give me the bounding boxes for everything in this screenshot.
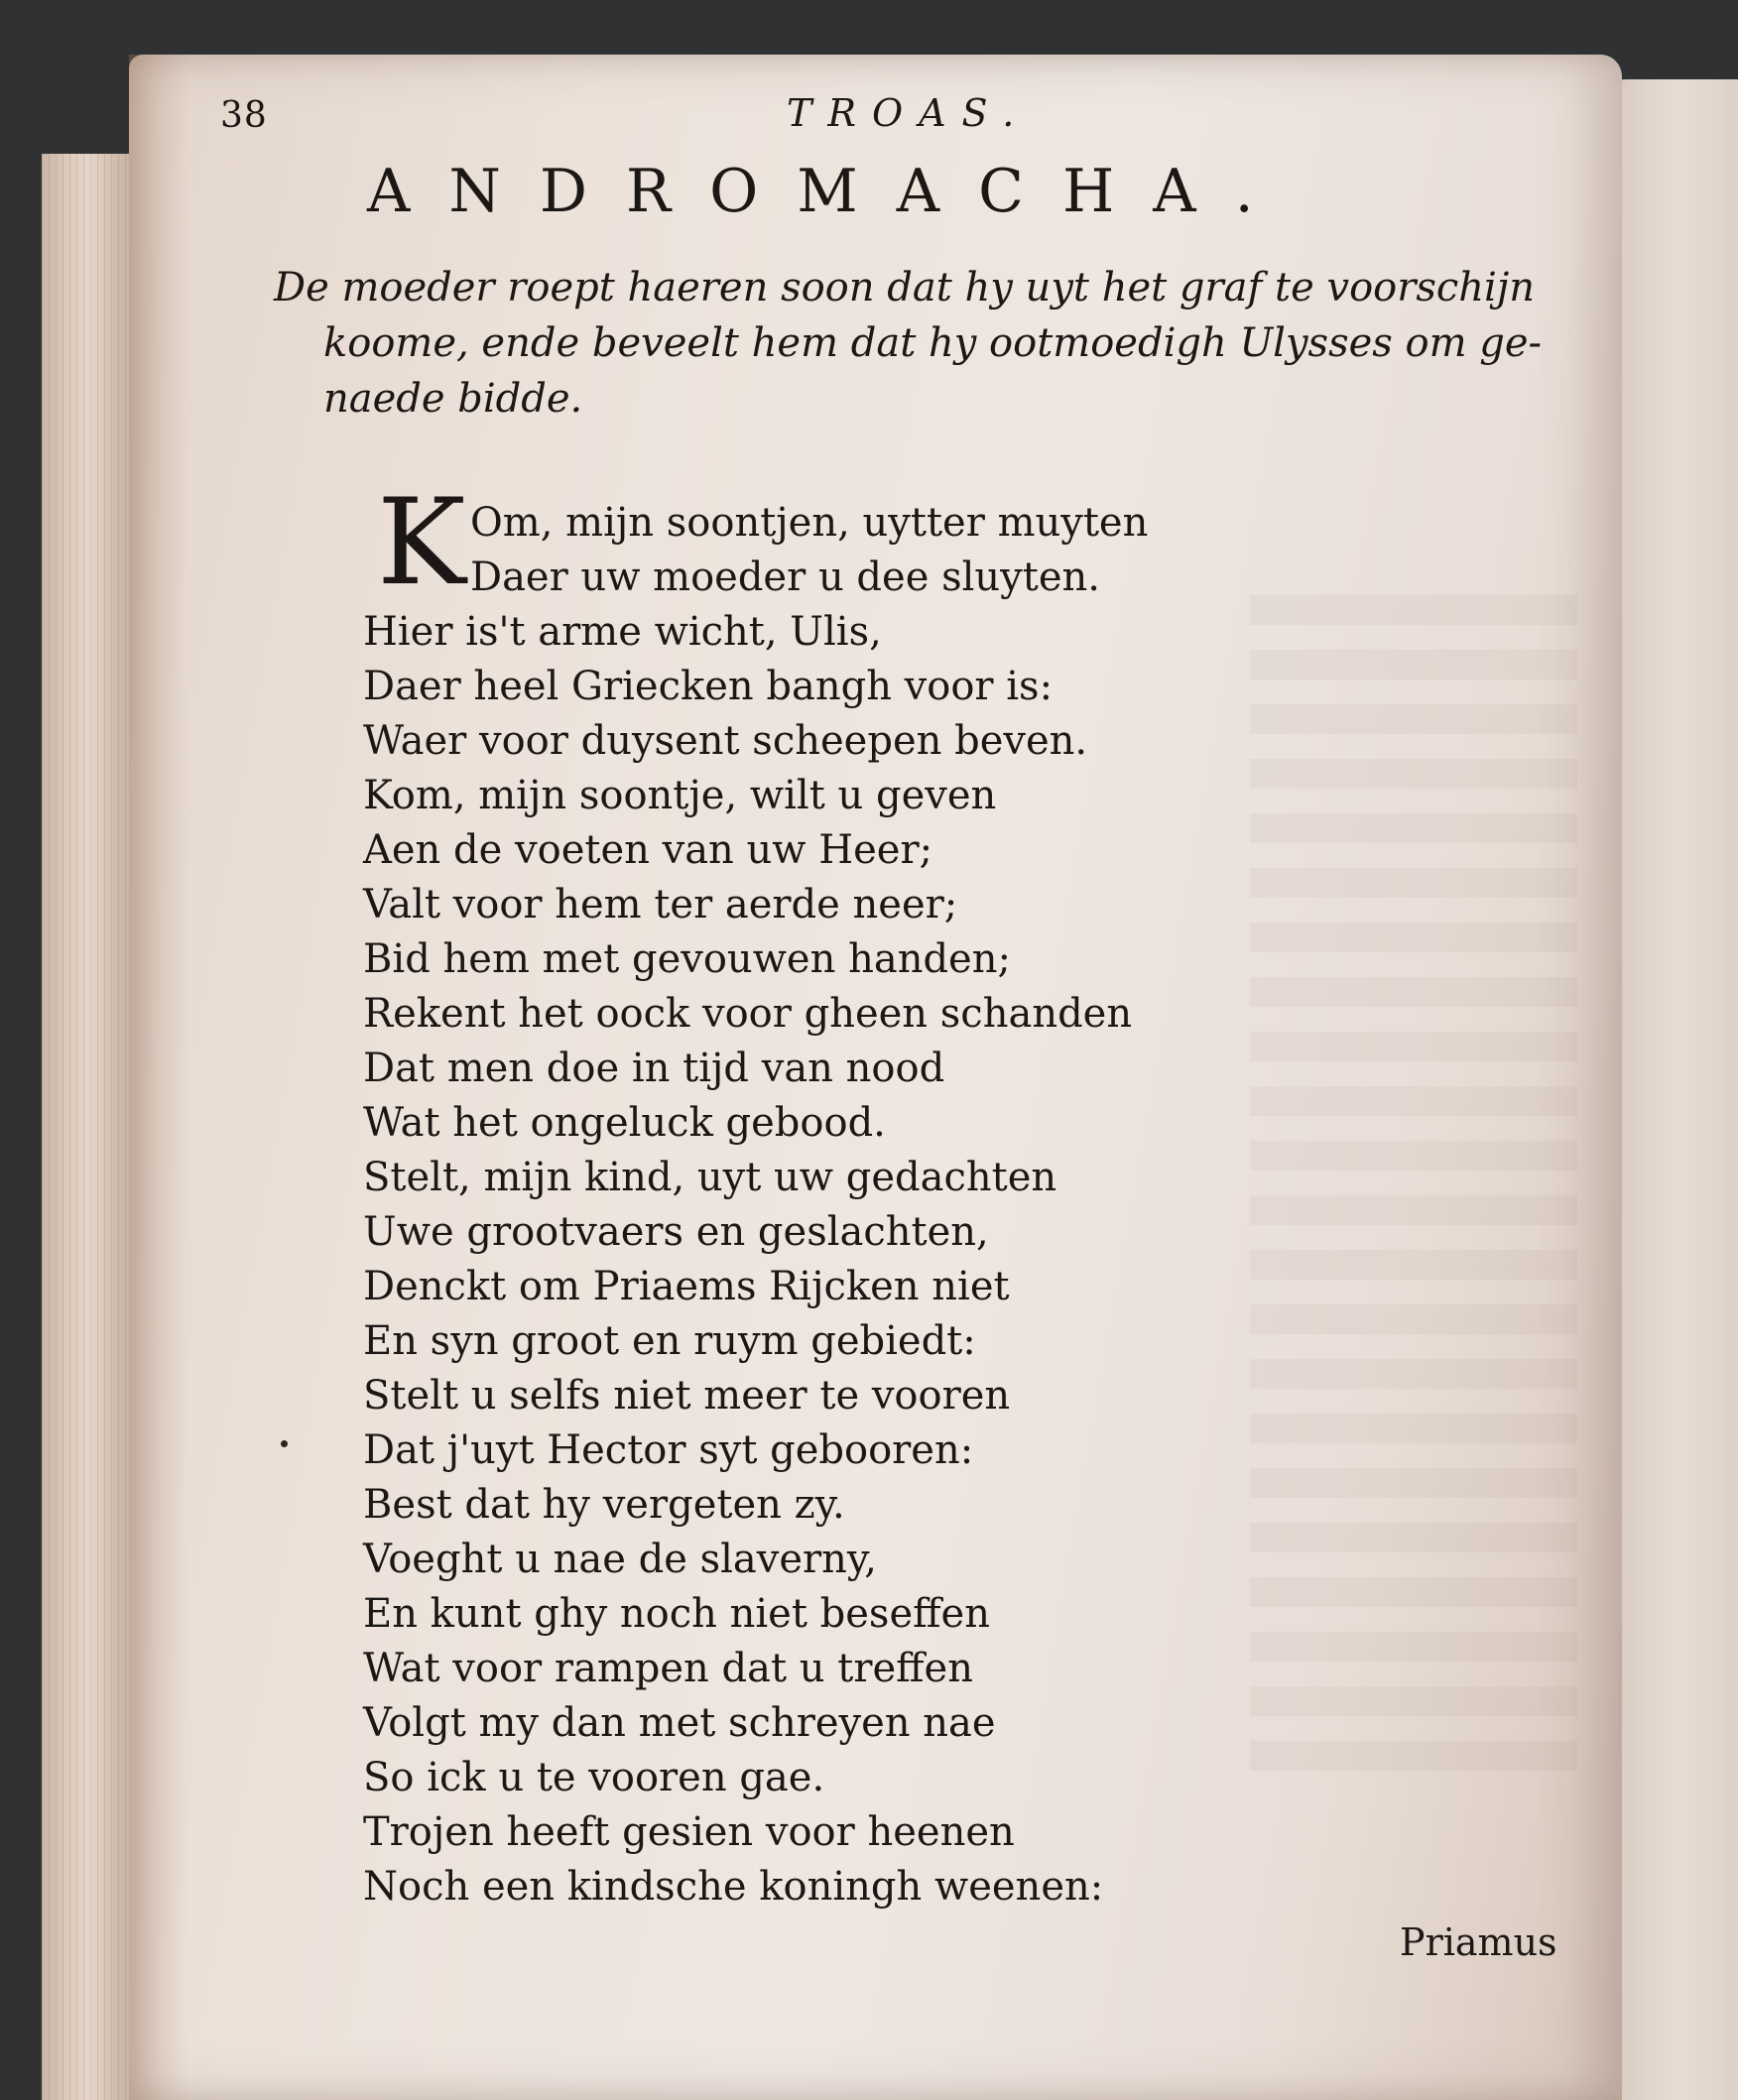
verse-line: Waer voor duysent scheepen beven. <box>363 718 1088 764</box>
verse-line: Kom, mijn soontje, wilt u geven <box>363 773 997 818</box>
verse-line: Stelt u selfs niet meer te vooren <box>363 1373 1011 1419</box>
verse-line: Uwe grootvaers en geslachten, <box>363 1209 989 1255</box>
verse-line: Wat voor rampen dat u treffen <box>363 1646 973 1691</box>
page-number: 38 <box>220 95 268 136</box>
page-edges <box>42 154 131 2100</box>
verse-line: Trojen heeft gesien voor heenen <box>363 1809 1015 1855</box>
verse-line: Volgt my dan met schreyen nae <box>363 1700 996 1746</box>
stage-direction-line: naede bidde. <box>323 376 583 422</box>
verse-block <box>363 496 1148 1915</box>
verse-line: Stelt, mijn kind, uyt uw gedachten <box>363 1155 1057 1200</box>
drop-cap: K <box>377 474 466 612</box>
page-stain <box>129 55 188 2100</box>
verse-line: En syn groot en ruym gebiedt: <box>363 1318 976 1364</box>
verse-line: So ick u te vooren gae. <box>363 1755 825 1800</box>
margin-mark <box>281 1440 288 1447</box>
verse-line: En kunt ghy noch niet beseffen <box>363 1591 990 1637</box>
verse-line: Best dat hy vergeten zy. <box>363 1482 845 1528</box>
verse-line: Rekent het oock voor gheen schanden <box>363 991 1133 1037</box>
show-through <box>1250 595 1577 1786</box>
verse-line: Voeght u nae de slaverny, <box>363 1537 877 1582</box>
verse-line: Noch een kindsche koningh weenen: <box>363 1864 1104 1910</box>
verse-line: Hier is't arme wicht, Ulis, <box>363 609 882 655</box>
verse-line: Denckt om Priaems Rijcken niet <box>363 1264 1010 1309</box>
verse-line: Valt voor hem ter aerde neer; <box>363 882 958 927</box>
verse-line: Daer uw moeder u dee sluyten. <box>470 555 1100 600</box>
verse-line: Aen de voeten van uw Heer; <box>363 827 933 873</box>
verse-line: Dat j'uyt Hector syt gebooren: <box>363 1427 974 1473</box>
verse-line: Dat men doe in tijd van nood <box>363 1046 945 1091</box>
scene-title: ANDROMACHA. <box>367 157 1293 226</box>
verse-line: Wat het ongeluck gebood. <box>363 1100 886 1146</box>
verse-line: Bid hem met gevouwen handen; <box>363 936 1011 982</box>
stage-direction-line: koome, ende beveelt hem dat hy ootmoedigh Ulysses om ge- <box>323 320 1543 366</box>
catchword: Priamus <box>1400 1920 1557 1964</box>
stage-direction <box>274 260 1543 427</box>
verse-line: Daer heel Griecken bangh voor is: <box>363 664 1054 709</box>
verse-line: Om, mijn soontjen, uytter muyten <box>470 500 1149 546</box>
stage-direction-line: De moeder roept haeren soon dat hy uyt het graf te voorschijn <box>274 265 1536 310</box>
running-head: TROAS. <box>787 91 1031 135</box>
